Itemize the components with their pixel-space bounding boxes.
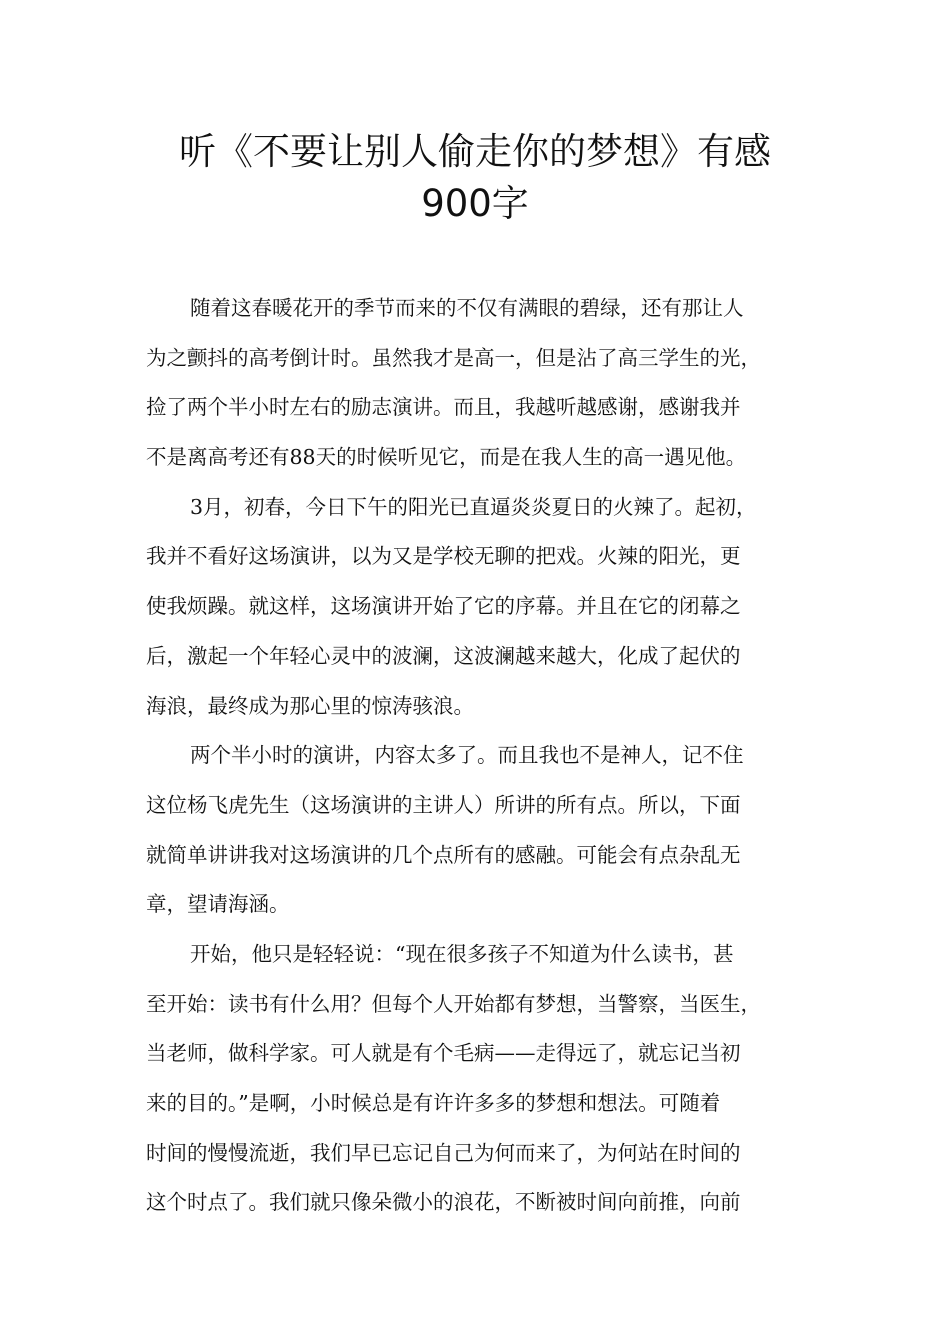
text-line: 当老师，做科学家。可人就是有个毛病——走得远了，就忘记当初 xyxy=(146,1041,741,1066)
paragraph xyxy=(146,483,812,731)
paragraph xyxy=(146,930,812,1228)
text-line: 为之颤抖的高考倒计时。虽然我才是高一，但是沾了高三学生的光， xyxy=(146,345,761,370)
document-title xyxy=(0,126,950,230)
text-line: 章，望请海涵。 xyxy=(146,892,290,917)
text-line: 这位杨飞虎先生（这场演讲的主讲人）所讲的所有点。所以，下面 xyxy=(146,792,741,817)
text-line: 不是离高考还有88天的时候听见它，而是在我人生的高一遇见他。 xyxy=(146,445,747,470)
paragraph xyxy=(146,731,812,930)
text-line: 随着这春暖花开的季节而来的不仅有满眼的碧绿，还有那让人 xyxy=(190,296,744,320)
text-line: 捡了两个半小时左右的励志演讲。而且，我越听越感谢，感谢我并 xyxy=(146,395,741,420)
text-line: 后，激起一个年轻心灵中的波澜，这波澜越来越大，化成了起伏的 xyxy=(146,643,741,668)
title-line-1: 听《不要让别人偷走你的梦想》有感 xyxy=(179,130,771,173)
paragraph xyxy=(146,284,812,483)
text-line: 两个半小时的演讲，内容太多了。而且我也不是神人，记不住 xyxy=(190,743,744,768)
text-line: 就简单讲讲我对这场演讲的几个点所有的感融。可能会有点杂乱无 xyxy=(146,842,741,867)
text-line: 海浪，最终成为那心里的惊涛骇浪。 xyxy=(146,693,474,718)
document-body xyxy=(146,284,812,1228)
text-line: 来的目的。”是啊，小时候总是有许许多多的梦想和想法。可随着 xyxy=(146,1091,721,1115)
text-line: 我并不看好这场演讲，以为又是学校无聊的把戏。火辣的阳光，更 xyxy=(146,544,741,569)
text-line: 开始，他只是轻轻说：“现在很多孩子不知道为什么读书，甚 xyxy=(190,941,734,966)
text-line: 时间的慢慢流逝，我们早已忘记自己为何而来了，为何站在时间的 xyxy=(146,1140,741,1165)
title-line-2: 900字 xyxy=(421,182,529,225)
text-line: 这个时点了。我们就只像朵微小的浪花，不断被时间向前推，向前 xyxy=(146,1190,741,1215)
text-line: 3月，初春，今日下午的阳光已直逼炎炎夏日的火辣了。起初， xyxy=(190,494,757,519)
text-line: 使我烦躁。就这样，这场演讲开始了它的序幕。并且在它的闭幕之 xyxy=(146,594,741,619)
text-line: 至开始：读书有什么用？但每个人开始都有梦想，当警察，当医生， xyxy=(146,991,761,1016)
